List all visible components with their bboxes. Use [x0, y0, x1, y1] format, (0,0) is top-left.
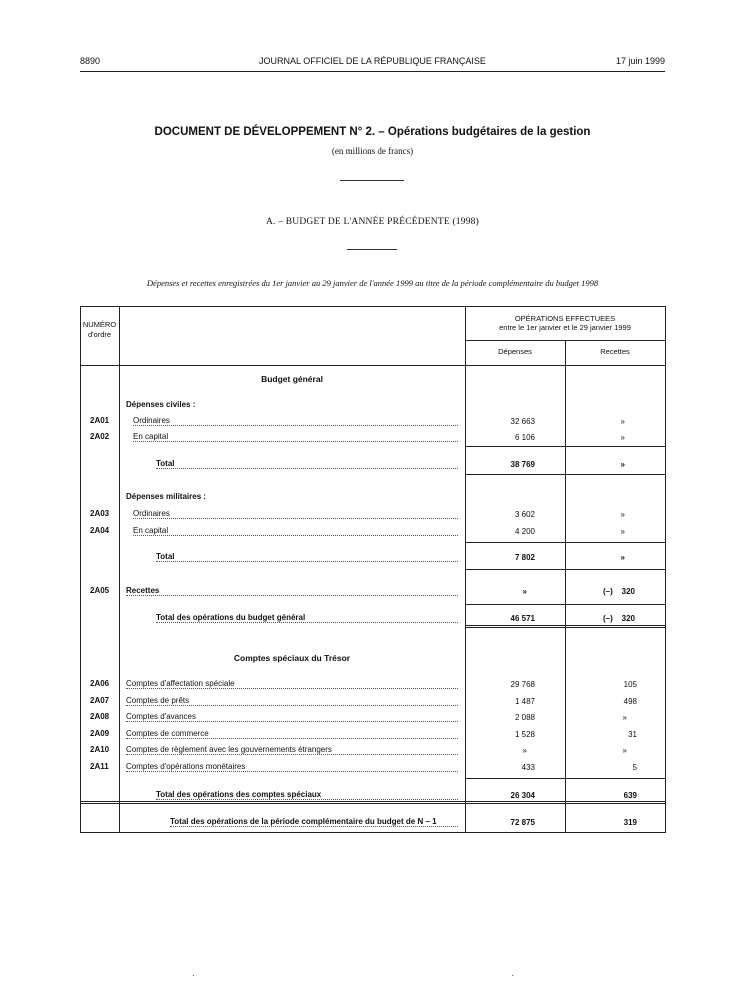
group-depenses-militaires: Dépenses militaires :: [126, 492, 207, 501]
row-label-total: Total des opérations des comptes spéciaux: [156, 790, 322, 799]
recettes-value: »: [622, 713, 627, 722]
subtotal-rule: [465, 778, 665, 779]
leader-dots: [170, 826, 458, 827]
depenses-value: 433: [521, 763, 535, 772]
leader-dots: [126, 595, 458, 596]
recettes-value: »: [622, 746, 627, 755]
row-label: Ordinaires: [133, 509, 170, 518]
row-label: En capital: [133, 432, 169, 441]
recettes-value: 498: [623, 697, 637, 706]
leader-dots: [133, 441, 458, 442]
depenses-total: 26 304: [510, 791, 535, 800]
row-label-total: Total: [156, 552, 175, 561]
leader-dots: [156, 622, 458, 623]
table-caption: Dépenses et recettes enregistrées du 1er janvier au 29 janvier de l'année 1999 au titre de la période complémentaire du budget 1998: [146, 278, 599, 288]
page-number: 8890: [80, 56, 101, 66]
col-operations-subheader: entre le 1er janvier et le 29 janvier 1999: [499, 323, 631, 332]
row-label: Comptes de règlement avec les gouvernements étrangers: [126, 745, 332, 754]
leader-dots: [126, 688, 458, 689]
row-number: 2A10: [90, 745, 110, 754]
recettes-value: »: [620, 417, 625, 426]
leader-dots: [133, 518, 458, 519]
row-number: 2A02: [90, 432, 110, 441]
recettes-value: »: [620, 510, 625, 519]
leader-dots: [126, 721, 458, 722]
recettes-grand-total: 319: [623, 818, 637, 827]
row-label: Recettes: [126, 586, 160, 595]
section-budget-general: Budget général: [261, 374, 323, 384]
col-operations-header: OPÉRATIONS EFFECTUEES: [514, 314, 616, 323]
document-title: DOCUMENT DE DÉVELOPPEMENT N° 2. – Opérations budgétaires de la gestion: [154, 126, 591, 138]
column-divider: [119, 306, 120, 833]
depenses-grand-total: 72 875: [510, 818, 535, 827]
leader-dots: [126, 771, 458, 772]
depenses-value: 4 200: [514, 527, 535, 536]
recettes-value: »: [620, 433, 625, 442]
header-bottom-rule: [80, 365, 665, 366]
leader-dots: [133, 535, 458, 536]
row-number: 2A09: [90, 729, 110, 738]
row-label: Comptes de prêts: [126, 696, 190, 705]
col-depenses-header: Dépenses: [498, 347, 532, 356]
operations-table: [80, 306, 666, 833]
recettes-total: »: [620, 553, 625, 562]
scan-mark: ·: [192, 970, 195, 980]
depenses-value: 6 106: [514, 433, 535, 442]
issue-date: 17 juin 1999: [615, 56, 665, 66]
depenses-value: »: [522, 746, 527, 755]
separator: [347, 249, 397, 250]
leader-dots: [156, 799, 458, 800]
row-label: En capital: [133, 526, 169, 535]
leader-dots: [156, 468, 458, 469]
row-label: Comptes de commerce: [126, 729, 209, 738]
row-number: 2A08: [90, 712, 110, 721]
row-label-total: Total: [156, 459, 175, 468]
recettes-value: 31: [628, 730, 637, 739]
row-label-total: Total des opérations du budget général: [156, 613, 306, 622]
row-label: Ordinaires: [133, 416, 170, 425]
depenses-value: 32 663: [510, 417, 535, 426]
row-number: 2A01: [90, 416, 110, 425]
row-label: Comptes d'avances: [126, 712, 197, 721]
leader-dots: [126, 705, 458, 706]
section-title: A. – BUDGET DE L'ANNÉE PRÉCÉDENTE (1998): [266, 217, 479, 227]
depenses-value: 29 768: [510, 680, 535, 689]
subtotal-rule: [465, 542, 665, 543]
row-label-grand-total: Total des opérations de la période complémentaire du budget de N – 1: [170, 817, 437, 826]
leader-dots: [126, 738, 458, 739]
total-rule: [465, 569, 665, 570]
row-number: 2A07: [90, 696, 110, 705]
journal-title: JOURNAL OFFICIEL DE LA RÉPUBLIQUE FRANÇAISE: [259, 56, 486, 66]
leader-dots: [156, 561, 458, 562]
leader-dots: [133, 425, 458, 426]
col-numero-header: NUMÉRO d'ordre: [82, 320, 117, 339]
units-note: (en millions de francs): [331, 146, 414, 156]
depenses-total: 38 769: [510, 460, 535, 469]
depenses-value: 1 487: [514, 697, 535, 706]
depenses-value: 3 602: [514, 510, 535, 519]
depenses-value: 2 088: [514, 713, 535, 722]
double-rule: [465, 625, 665, 628]
depenses-value: »: [522, 587, 527, 596]
depenses-value: 1 528: [514, 730, 535, 739]
group-depenses-civiles: Dépenses civiles :: [126, 400, 196, 409]
recettes-total: (–) 320: [602, 614, 635, 623]
separator: [340, 180, 404, 181]
section-comptes-speciaux: Comptes spéciaux du Trésor: [233, 653, 351, 663]
scan-mark: ·: [511, 970, 514, 980]
depenses-total: 7 802: [514, 553, 535, 562]
recettes-value: »: [620, 527, 625, 536]
double-rule: [80, 801, 665, 804]
depenses-total: 46 571: [510, 614, 535, 623]
row-label: Comptes d'affectation spéciale: [126, 679, 235, 688]
recettes-total: »: [620, 460, 625, 469]
recettes-total: 639: [623, 791, 637, 800]
row-number: 2A05: [90, 586, 110, 595]
subtotal-rule: [465, 604, 665, 605]
recettes-value: 5: [632, 763, 637, 772]
row-label: Comptes d'opérations monétaires: [126, 762, 246, 771]
header-divider: [465, 340, 665, 341]
row-number: 2A03: [90, 509, 110, 518]
subtotal-rule: [465, 446, 665, 447]
row-number: 2A06: [90, 679, 110, 688]
header-rule: [80, 71, 665, 72]
row-number: 2A11: [90, 762, 109, 771]
row-number: 2A04: [90, 526, 110, 535]
total-rule: [465, 474, 665, 475]
leader-dots: [126, 754, 458, 755]
recettes-value: (–) 320: [602, 587, 635, 596]
col-recettes-header: Recettes: [600, 347, 630, 356]
recettes-value: 105: [623, 680, 637, 689]
